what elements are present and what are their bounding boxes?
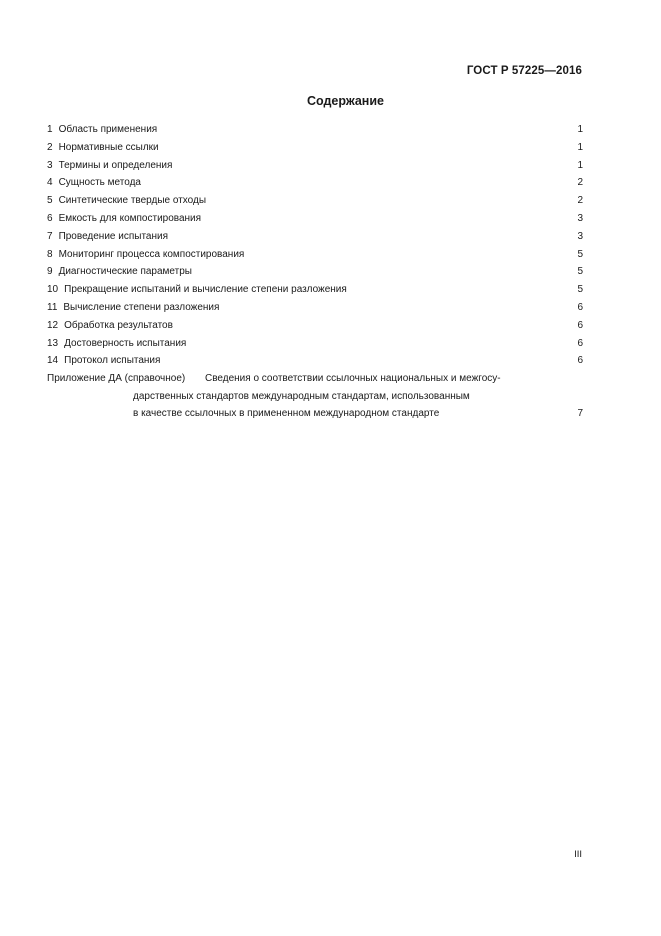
toc-entry-number: 8 [47, 248, 53, 260]
page-folio: III [574, 849, 582, 860]
toc-entry-title: Диагностические параметры [58, 266, 192, 278]
toc-entry-page: 1 [577, 159, 583, 171]
toc-entry[interactable] [47, 192, 583, 210]
toc-entry[interactable] [47, 317, 583, 335]
toc-entry-title: Емкость для компостирования [58, 212, 202, 224]
toc-entry-title: Прекращение испытаний и вычисление степени разложения [64, 284, 347, 296]
toc-entry-title: Термины и определения [58, 159, 173, 171]
toc-entry-number: 4 [47, 177, 53, 189]
toc-entry[interactable] [47, 228, 583, 246]
toc-entry[interactable] [47, 335, 583, 353]
toc-entry-page: 5 [577, 266, 583, 278]
toc-entry-title: Протокол испытания [64, 355, 161, 367]
toc-entry-page: 2 [577, 195, 583, 207]
appendix-label: Приложение ДА (справочное) [47, 373, 186, 385]
appendix-title-line-3: в качестве ссылочных в примененном международном стандарте [133, 408, 440, 420]
toc-entry-number: 5 [47, 195, 53, 207]
toc-entry[interactable] [47, 121, 583, 139]
toc-entry-page: 6 [577, 301, 583, 313]
toc-entry-number: 13 [47, 337, 59, 349]
toc-entry[interactable] [47, 352, 583, 370]
toc-entry-page: 3 [577, 212, 583, 224]
toc-entry-title: Нормативные ссылки [58, 141, 159, 153]
toc-entry-page: 3 [577, 230, 583, 242]
document-code: ГОСТ Р 57225—2016 [466, 65, 582, 77]
toc-entry-number: 14 [47, 355, 59, 367]
toc-entry-title: Обработка результатов [64, 319, 173, 331]
toc-entry-number: 10 [47, 284, 59, 296]
toc-entry-number: 6 [47, 212, 53, 224]
toc-entry-number: 1 [47, 124, 53, 135]
toc-entry-page: 6 [577, 319, 583, 331]
toc-entry-page: 5 [577, 284, 583, 296]
toc-entry-page: 2 [577, 177, 583, 189]
appendix-title-line-1: Сведения о соответствии ссылочных национальных и межгосу- [205, 373, 501, 385]
toc-entry-number: 3 [47, 159, 53, 171]
toc-entry-title: Область применения [58, 124, 158, 135]
toc-entry[interactable] [47, 299, 583, 317]
toc-entry-page: 6 [577, 355, 583, 367]
toc-entry-number: 7 [47, 230, 53, 242]
toc-entry[interactable] [47, 246, 583, 264]
appendix-title-line-2: дарственных стандартов международным стандартам, использованным [133, 390, 470, 402]
toc-entry-title: Вычисление степени разложения [63, 301, 220, 313]
toc-entry-page: 7 [577, 408, 583, 420]
toc-entry-number: 9 [47, 266, 53, 278]
toc-entry-number: 12 [47, 319, 59, 331]
toc-entry-title: Сущность метода [58, 177, 141, 189]
table-of-contents [47, 121, 583, 423]
toc-appendix-entry[interactable] [47, 370, 583, 423]
toc-entry-title: Проведение испытания [58, 230, 169, 242]
toc-entry-page: 1 [577, 124, 583, 135]
toc-entry[interactable] [47, 139, 583, 157]
toc-title: Содержание [306, 94, 384, 108]
toc-entry-number: 11 [47, 301, 58, 313]
toc-entry[interactable] [47, 263, 583, 281]
toc-entry-page: 6 [577, 337, 583, 349]
toc-entry[interactable] [47, 174, 583, 192]
toc-entry-title: Мониторинг процесса компостирования [58, 248, 245, 260]
toc-entry-title: Достоверность испытания [64, 337, 187, 349]
toc-entry-title: Синтетические твердые отходы [58, 195, 207, 207]
toc-entry[interactable] [47, 157, 583, 175]
toc-entry-page: 1 [577, 141, 583, 153]
toc-entry[interactable] [47, 281, 583, 299]
toc-entry-page: 5 [577, 248, 583, 260]
toc-entry-number: 2 [47, 141, 53, 153]
toc-entry[interactable] [47, 210, 583, 228]
